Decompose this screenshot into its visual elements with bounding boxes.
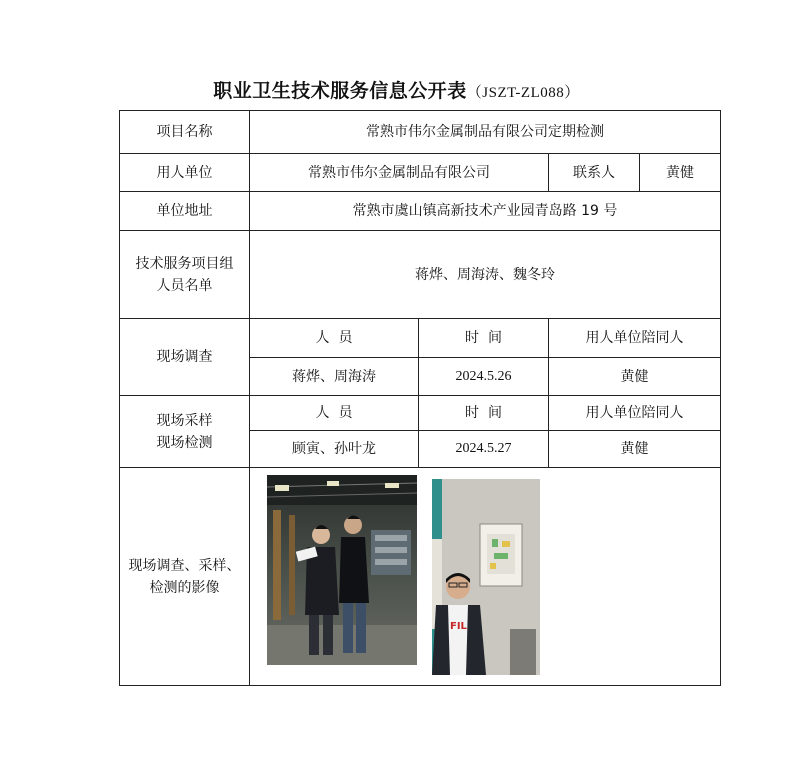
sampling-time: 2024.5.27: [419, 431, 549, 468]
images-label-line1: 现场调查、采样、: [128, 557, 241, 574]
address-value: 常熟市虞山镇高新技术产业园青岛路 19 号: [250, 192, 721, 231]
sampling-label: [120, 396, 250, 468]
images-label-line2: 检测的影像: [149, 579, 220, 596]
survey-col-people: 人 员: [250, 319, 419, 358]
contact-value: 黄健: [640, 154, 721, 192]
survey-col-time: 时 间: [419, 319, 549, 358]
survey-label: 现场调查: [120, 319, 250, 396]
worker-portrait-image: [432, 479, 540, 675]
survey-time: 2024.5.26: [419, 358, 549, 396]
survey-col-escort: 用人单位陪同人: [549, 319, 721, 358]
row-employer: [120, 154, 721, 192]
team-label-line1: 技术服务项目组: [135, 255, 234, 272]
site-survey-photo: [267, 475, 417, 665]
sampling-people: 顾寅、孙叶龙: [250, 431, 419, 468]
sampling-col-people: 人 员: [250, 396, 419, 431]
sampling-col-time: 时 间: [419, 396, 549, 431]
sampling-label-line2: 现场检测: [156, 434, 213, 451]
images-label: [120, 468, 250, 686]
row-sampling-header: [120, 396, 721, 431]
sampling-label-line1: 现场采样: [156, 412, 213, 429]
row-survey-header: [120, 319, 721, 358]
project-label: 项目名称: [120, 111, 250, 154]
team-label: [120, 231, 250, 319]
employer-label: 用人单位: [120, 154, 250, 192]
team-label-line2: 人员名单: [156, 277, 213, 294]
shirt-logo-text: FIL: [450, 621, 467, 632]
form-code: （JSZT-ZL088）: [466, 85, 580, 101]
sampling-escort: 黄健: [549, 431, 721, 468]
team-value: 蒋烨、周海涛、魏冬玲: [250, 231, 721, 319]
survey-escort: 黄健: [549, 358, 721, 396]
site-sampling-photo: [432, 479, 540, 675]
row-address: [120, 192, 721, 231]
info-table: [119, 110, 721, 686]
row-project: [120, 111, 721, 154]
images-cell: [250, 468, 721, 686]
form-title: [0, 76, 793, 103]
project-value: 常熟市伟尔金属制品有限公司定期检测: [250, 111, 721, 154]
row-images: [120, 468, 721, 686]
factory-scene-image: [267, 475, 417, 665]
address-label: 单位地址: [120, 192, 250, 231]
employer-value: 常熟市伟尔金属制品有限公司: [250, 154, 549, 192]
form-title-text: 职业卫生技术服务信息公开表: [213, 80, 467, 102]
row-team: [120, 231, 721, 319]
survey-people: 蒋烨、周海涛: [250, 358, 419, 396]
sampling-col-escort: 用人单位陪同人: [549, 396, 721, 431]
contact-label: 联系人: [549, 154, 640, 192]
